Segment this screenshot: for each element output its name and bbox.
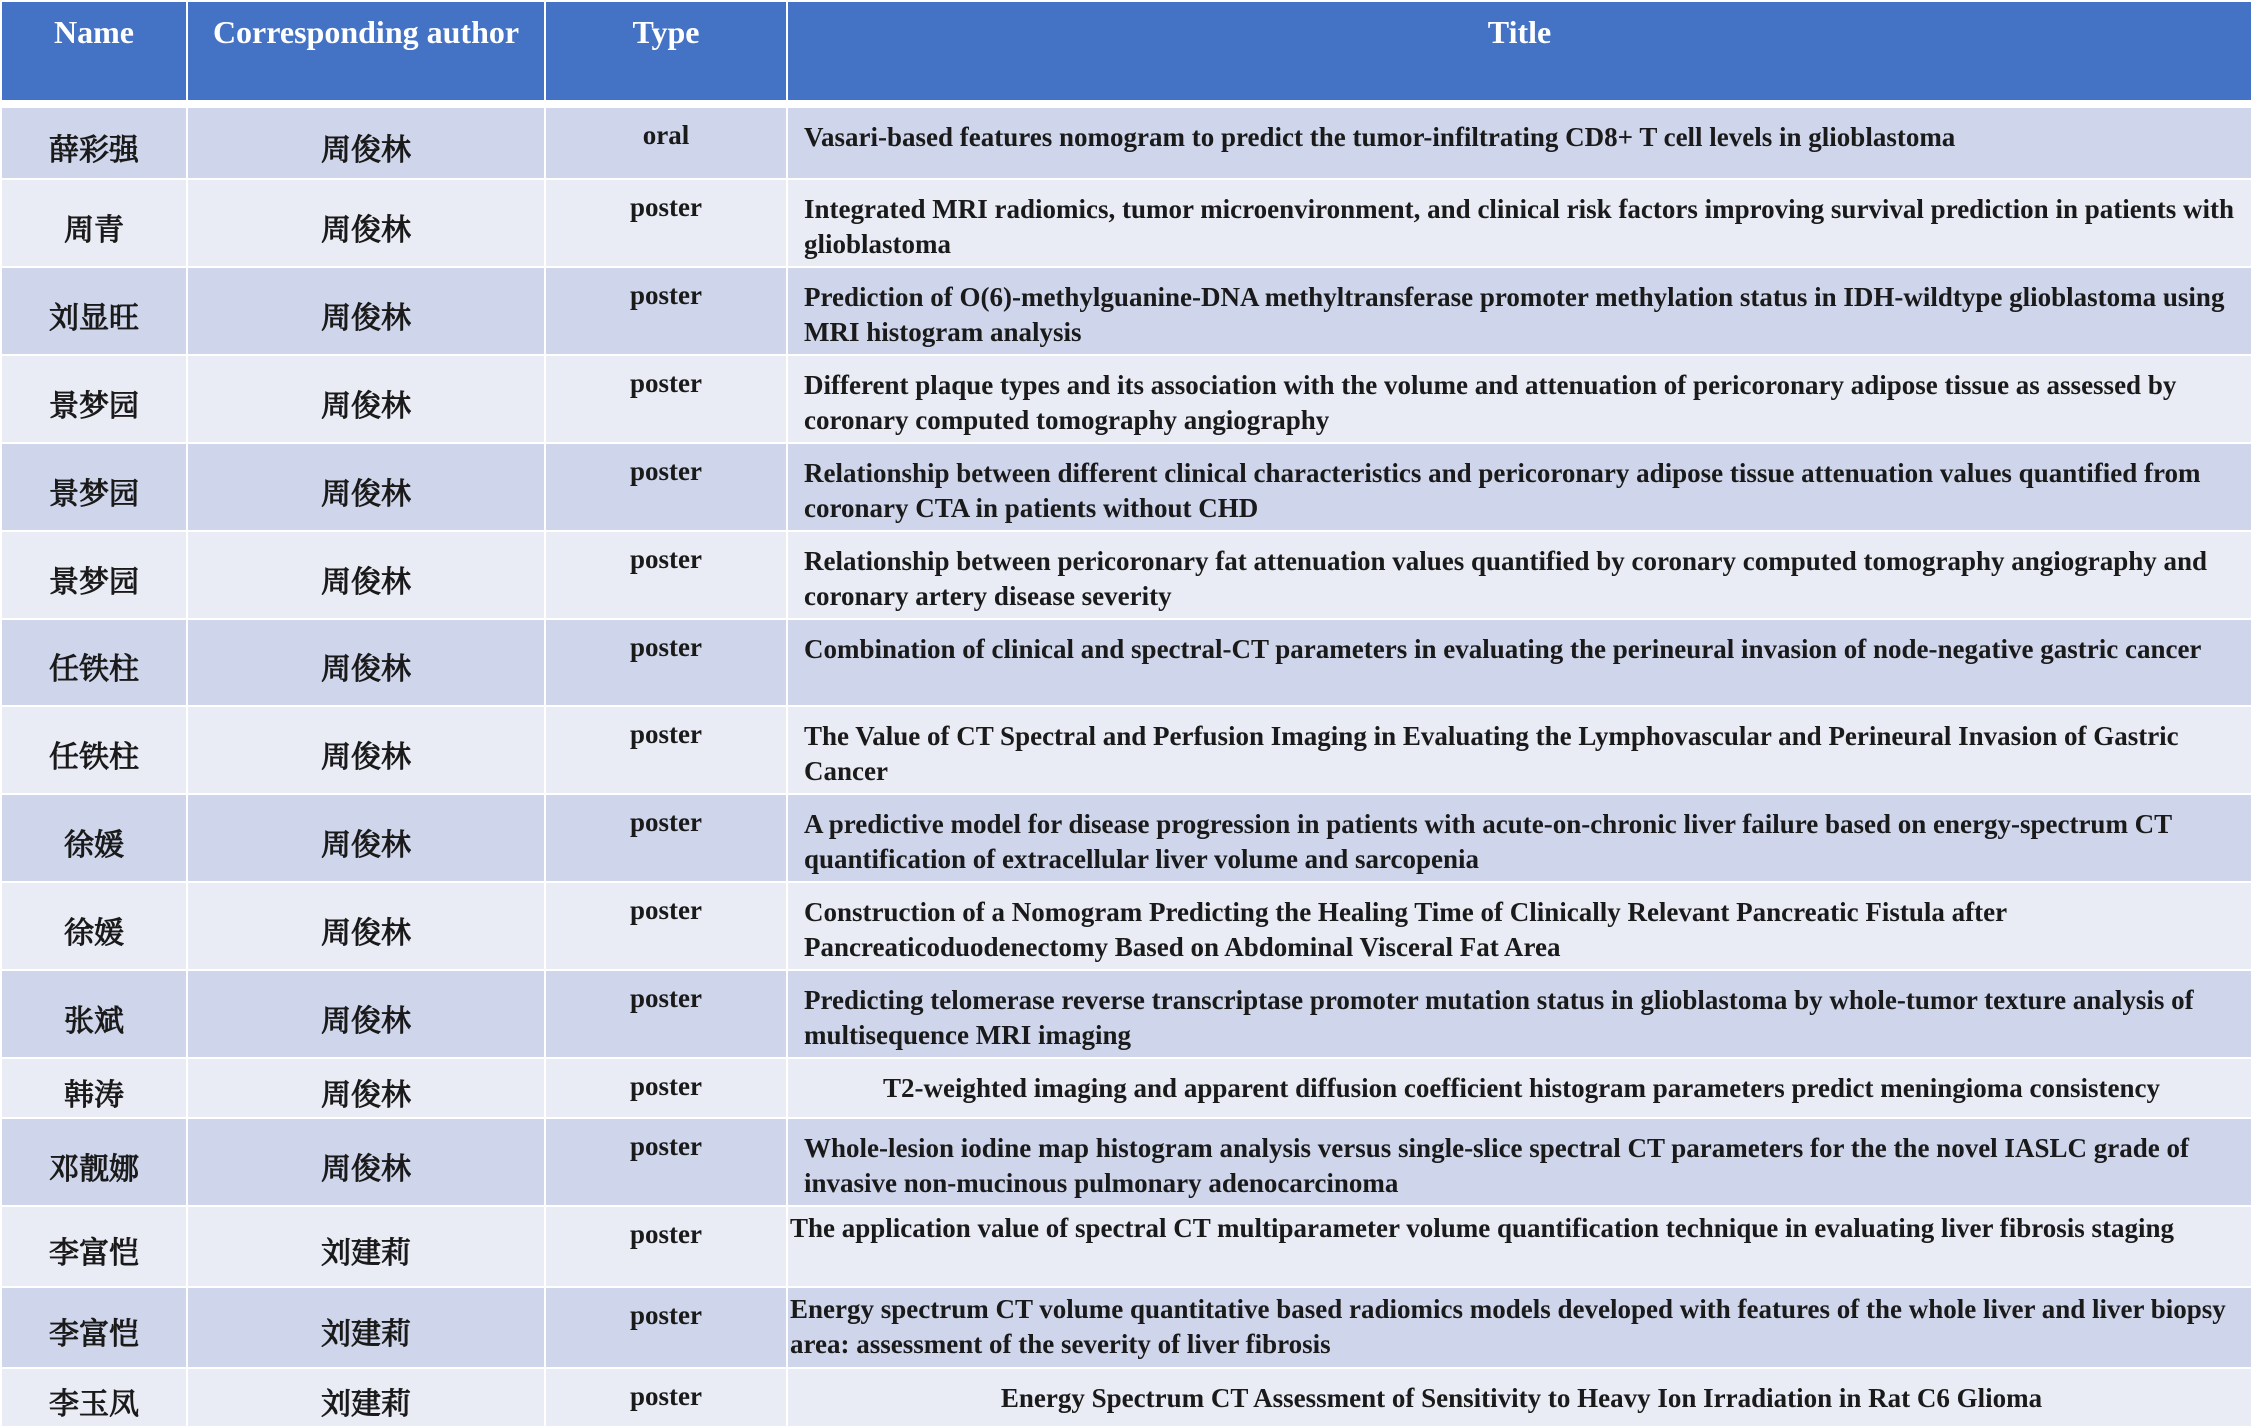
type-cell: poster	[545, 794, 787, 882]
title-cell: Vasari-based features nomogram to predict the tumor-infiltrating CD8+ T cell levels in glioblastoma	[787, 104, 2251, 179]
header-row	[1, 1, 2251, 104]
name-cell: 刘显旺	[1, 267, 187, 355]
title-cell: Relationship between different clinical characteristics and pericoronary adipose tissue attenuation values quantified from coronary CTA in patients without CHD	[787, 443, 2251, 531]
title-cell: Energy spectrum CT volume quantitative based radiomics models developed with features of the whole liver and liver biopsy area: assessment of the severity of liver fibrosis	[787, 1287, 2251, 1368]
type-cell: poster	[545, 1058, 787, 1118]
table-row	[1, 267, 2251, 355]
header-name: Name	[1, 1, 187, 104]
type-cell: poster	[545, 706, 787, 794]
header-type: Type	[545, 1, 787, 104]
table-row	[1, 1368, 2251, 1427]
title-cell: Prediction of O(6)-methylguanine-DNA methyltransferase promoter methylation status in IDH-wildtype glioblastoma using MRI histogram analysis	[787, 267, 2251, 355]
table-row	[1, 531, 2251, 619]
author-cell: 周俊林	[187, 706, 545, 794]
name-cell: 韩涛	[1, 1058, 187, 1118]
name-cell: 任铁柱	[1, 619, 187, 706]
title-cell: Integrated MRI radiomics, tumor microenvironment, and clinical risk factors improving survival prediction in patients with glioblastoma	[787, 179, 2251, 267]
table-row	[1, 882, 2251, 970]
title-cell: The Value of CT Spectral and Perfusion Imaging in Evaluating the Lymphovascular and Perineural Invasion of Gastric Cancer	[787, 706, 2251, 794]
table-row	[1, 355, 2251, 443]
table-row	[1, 1206, 2251, 1287]
author-cell: 刘建莉	[187, 1368, 545, 1427]
author-cell: 周俊林	[187, 267, 545, 355]
table-row	[1, 1287, 2251, 1368]
type-cell: poster	[545, 1368, 787, 1427]
author-cell: 周俊林	[187, 1118, 545, 1206]
table-row	[1, 794, 2251, 882]
title-cell: A predictive model for disease progression in patients with acute-on-chronic liver failure based on energy-spectrum CT quantification of extracellular liver volume and sarcopenia	[787, 794, 2251, 882]
table-row	[1, 443, 2251, 531]
type-cell: poster	[545, 970, 787, 1058]
header-corresponding-author: Corresponding author	[187, 1, 545, 104]
name-cell: 景梦园	[1, 531, 187, 619]
type-cell: oral	[545, 104, 787, 179]
name-cell: 景梦园	[1, 443, 187, 531]
type-cell: poster	[545, 443, 787, 531]
author-cell: 周俊林	[187, 104, 545, 179]
author-cell: 周俊林	[187, 970, 545, 1058]
name-cell: 任铁柱	[1, 706, 187, 794]
title-cell: Different plaque types and its association with the volume and attenuation of pericoronary adipose tissue as assessed by coronary computed tomography angiography	[787, 355, 2251, 443]
type-cell: poster	[545, 1118, 787, 1206]
name-cell: 薛彩强	[1, 104, 187, 179]
author-cell: 周俊林	[187, 355, 545, 443]
name-cell: 李富恺	[1, 1287, 187, 1368]
name-cell: 邓靓娜	[1, 1118, 187, 1206]
title-cell: T2-weighted imaging and apparent diffusion coefficient histogram parameters predict meningioma consistency	[787, 1058, 2251, 1118]
type-cell: poster	[545, 531, 787, 619]
table-row	[1, 179, 2251, 267]
title-cell: Energy Spectrum CT Assessment of Sensitivity to Heavy Ion Irradiation in Rat C6 Glioma	[787, 1368, 2251, 1427]
title-cell: Construction of a Nomogram Predicting the Healing Time of Clinically Relevant Pancreatic Fistula after Pancreaticoduodenectomy Based on Abdominal Visceral Fat Area	[787, 882, 2251, 970]
author-cell: 周俊林	[187, 1058, 545, 1118]
table-header	[1, 1, 2251, 104]
name-cell: 周青	[1, 179, 187, 267]
title-cell: The application value of spectral CT multiparameter volume quantification technique in evaluating liver fibrosis staging	[787, 1206, 2251, 1287]
table-row	[1, 970, 2251, 1058]
table-row	[1, 619, 2251, 706]
table-row	[1, 104, 2251, 179]
author-cell: 周俊林	[187, 179, 545, 267]
author-cell: 周俊林	[187, 882, 545, 970]
type-cell: poster	[545, 267, 787, 355]
name-cell: 景梦园	[1, 355, 187, 443]
author-cell: 周俊林	[187, 794, 545, 882]
title-cell: Predicting telomerase reverse transcriptase promoter mutation status in glioblastoma by whole-tumor texture analysis of multisequence MRI imaging	[787, 970, 2251, 1058]
table-row	[1, 1058, 2251, 1118]
table-row	[1, 706, 2251, 794]
title-cell: Combination of clinical and spectral-CT parameters in evaluating the perineural invasion of node-negative gastric cancer	[787, 619, 2251, 706]
author-cell: 周俊林	[187, 531, 545, 619]
type-cell: poster	[545, 179, 787, 267]
table-body	[1, 104, 2251, 1427]
name-cell: 徐媛	[1, 882, 187, 970]
header-title: Title	[787, 1, 2251, 104]
author-cell: 刘建莉	[187, 1206, 545, 1287]
name-cell: 李玉凤	[1, 1368, 187, 1427]
title-cell: Relationship between pericoronary fat attenuation values quantified by coronary computed tomography angiography and coronary artery disease severity	[787, 531, 2251, 619]
table-row	[1, 1118, 2251, 1206]
author-cell: 周俊林	[187, 443, 545, 531]
author-cell: 周俊林	[187, 619, 545, 706]
type-cell: poster	[545, 355, 787, 443]
type-cell: poster	[545, 1287, 787, 1368]
name-cell: 李富恺	[1, 1206, 187, 1287]
title-cell: Whole-lesion iodine map histogram analysis versus single-slice spectral CT parameters for the the novel IASLC grade of invasive non-mucinous pulmonary adenocarcinoma	[787, 1118, 2251, 1206]
author-cell: 刘建莉	[187, 1287, 545, 1368]
type-cell: poster	[545, 1206, 787, 1287]
name-cell: 徐媛	[1, 794, 187, 882]
name-cell: 张斌	[1, 970, 187, 1058]
type-cell: poster	[545, 619, 787, 706]
type-cell: poster	[545, 882, 787, 970]
